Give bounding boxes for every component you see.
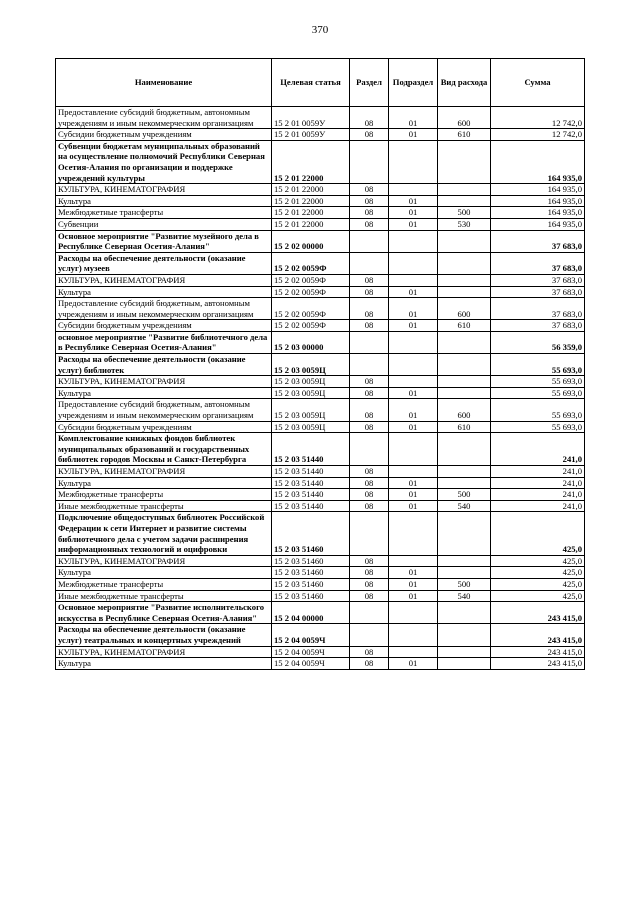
cell-name: Расходы на обеспечение деятельности (оказание услуг) музеев <box>56 252 272 274</box>
cell-section: 08 <box>350 298 389 320</box>
cell-sum: 55 693,0 <box>491 421 585 433</box>
cell-sum: 55 693,0 <box>491 387 585 399</box>
cell-subsection <box>389 184 438 196</box>
cell-sum: 37 683,0 <box>491 286 585 298</box>
table-row <box>56 555 585 567</box>
cell-section: 08 <box>350 500 389 512</box>
cell-target-article: 15 2 03 51440 <box>272 433 350 466</box>
cell-name: Предоставление субсидий бюджетным, автономным учреждениям и иным некоммерческим организациям <box>56 399 272 421</box>
cell-name: Культура <box>56 567 272 579</box>
cell-sum: 55 693,0 <box>491 354 585 376</box>
cell-subsection <box>389 230 438 252</box>
cell-subsection <box>389 624 438 646</box>
cell-target-article: 15 2 04 00000 <box>272 602 350 624</box>
cell-sum: 425,0 <box>491 578 585 590</box>
table-row <box>56 195 585 207</box>
cell-target-article: 15 2 03 51440 <box>272 466 350 478</box>
cell-sum: 425,0 <box>491 555 585 567</box>
cell-target-article: 15 2 03 0059Ц <box>272 399 350 421</box>
cell-expense-type: 540 <box>438 590 491 602</box>
cell-target-article: 15 2 02 0059Ф <box>272 298 350 320</box>
cell-subsection: 01 <box>389 477 438 489</box>
cell-name: Субвенции <box>56 218 272 230</box>
cell-target-article: 15 2 03 51460 <box>272 578 350 590</box>
page-number: 370 <box>311 24 329 36</box>
table-row <box>56 421 585 433</box>
budget-table <box>55 58 585 670</box>
cell-expense-type: 540 <box>438 500 491 512</box>
cell-subsection <box>389 646 438 658</box>
cell-expense-type <box>438 624 491 646</box>
cell-sum: 243 415,0 <box>491 658 585 670</box>
table-row <box>56 658 585 670</box>
cell-sum: 37 683,0 <box>491 298 585 320</box>
table-row <box>56 107 585 129</box>
cell-section <box>350 512 389 555</box>
cell-sum: 37 683,0 <box>491 274 585 286</box>
cell-target-article: 15 2 03 51460 <box>272 567 350 579</box>
cell-name: Межбюджетные трансферты <box>56 489 272 501</box>
cell-sum: 425,0 <box>491 512 585 555</box>
cell-section: 08 <box>350 578 389 590</box>
cell-subsection: 01 <box>389 218 438 230</box>
header-subsection: Подраздел <box>389 59 438 107</box>
cell-section: 08 <box>350 387 389 399</box>
cell-target-article: 15 2 02 0059Ф <box>272 320 350 332</box>
table-row <box>56 376 585 388</box>
cell-subsection: 01 <box>389 207 438 219</box>
cell-target-article: 15 2 03 0059Ц <box>272 354 350 376</box>
cell-expense-type <box>438 477 491 489</box>
table-row <box>56 590 585 602</box>
table-row <box>56 286 585 298</box>
table-row <box>56 466 585 478</box>
table-row <box>56 140 585 183</box>
cell-subsection <box>389 331 438 353</box>
header-sum: Сумма <box>491 59 585 107</box>
cell-subsection <box>389 433 438 466</box>
cell-name: КУЛЬТУРА, КИНЕМАТОГРАФИЯ <box>56 466 272 478</box>
cell-section: 08 <box>350 590 389 602</box>
cell-target-article: 15 2 01 22000 <box>272 195 350 207</box>
cell-name: Субсидии бюджетным учреждениям <box>56 320 272 332</box>
cell-section: 08 <box>350 195 389 207</box>
cell-name: Расходы на обеспечение деятельности (оказание услуг) библиотек <box>56 354 272 376</box>
cell-subsection: 01 <box>389 421 438 433</box>
header-name: Наименование <box>56 59 272 107</box>
cell-sum: 37 683,0 <box>491 230 585 252</box>
cell-target-article: 15 2 02 00000 <box>272 230 350 252</box>
cell-sum: 243 415,0 <box>491 646 585 658</box>
cell-expense-type <box>438 555 491 567</box>
cell-expense-type <box>438 658 491 670</box>
cell-name: Основное мероприятие "Развитие музейного дела в Республике Северная Осетия-Алания" <box>56 230 272 252</box>
cell-subsection: 01 <box>389 387 438 399</box>
table-row <box>56 331 585 353</box>
cell-subsection <box>389 466 438 478</box>
cell-target-article: 15 2 03 0059Ц <box>272 376 350 388</box>
cell-expense-type <box>438 252 491 274</box>
cell-name: Культура <box>56 195 272 207</box>
cell-target-article: 15 2 02 0059Ф <box>272 274 350 286</box>
cell-target-article: 15 2 04 0059Ч <box>272 624 350 646</box>
cell-target-article: 15 2 03 51440 <box>272 489 350 501</box>
cell-expense-type <box>438 230 491 252</box>
cell-expense-type: 610 <box>438 320 491 332</box>
cell-target-article: 15 2 03 51460 <box>272 512 350 555</box>
cell-target-article: 15 2 01 0059У <box>272 107 350 129</box>
cell-section <box>350 331 389 353</box>
table-row <box>56 354 585 376</box>
cell-section: 08 <box>350 646 389 658</box>
cell-section: 08 <box>350 286 389 298</box>
cell-target-article: 15 2 03 00000 <box>272 331 350 353</box>
cell-target-article: 15 2 02 0059Ф <box>272 286 350 298</box>
cell-target-article: 15 2 04 0059Ч <box>272 646 350 658</box>
cell-subsection: 01 <box>389 578 438 590</box>
cell-sum: 425,0 <box>491 567 585 579</box>
cell-sum: 56 359,0 <box>491 331 585 353</box>
table-row <box>56 477 585 489</box>
cell-expense-type <box>438 286 491 298</box>
cell-name: Субвенции бюджетам муниципальных образований на осуществление полномочий Республики Северная Осетия-Алания по организации и поддержке учреждений культуры <box>56 140 272 183</box>
cell-subsection <box>389 602 438 624</box>
cell-expense-type: 610 <box>438 129 491 141</box>
cell-expense-type <box>438 140 491 183</box>
cell-subsection: 01 <box>389 500 438 512</box>
cell-sum: 37 683,0 <box>491 320 585 332</box>
table-row <box>56 230 585 252</box>
cell-sum: 164 935,0 <box>491 140 585 183</box>
cell-expense-type <box>438 354 491 376</box>
cell-name: Иные межбюджетные трансферты <box>56 590 272 602</box>
cell-section: 08 <box>350 567 389 579</box>
cell-target-article: 15 2 03 0059Ц <box>272 421 350 433</box>
cell-section: 08 <box>350 207 389 219</box>
cell-sum: 243 415,0 <box>491 624 585 646</box>
cell-name: Межбюджетные трансферты <box>56 207 272 219</box>
cell-target-article: 15 2 04 0059Ч <box>272 658 350 670</box>
cell-name: КУЛЬТУРА, КИНЕМАТОГРАФИЯ <box>56 376 272 388</box>
cell-subsection: 01 <box>389 107 438 129</box>
table-row <box>56 320 585 332</box>
cell-section: 08 <box>350 421 389 433</box>
cell-sum: 37 683,0 <box>491 252 585 274</box>
cell-section: 08 <box>350 107 389 129</box>
cell-name: Подключение общедоступных библиотек Российской Федерации к сети Интернет и развитие системы библиотечного дела с учетом задачи расширения информационных технологий и оцифровки <box>56 512 272 555</box>
cell-target-article: 15 2 01 22000 <box>272 140 350 183</box>
cell-target-article: 15 2 03 0059Ц <box>272 387 350 399</box>
cell-name: Субсидии бюджетным учреждениям <box>56 421 272 433</box>
header-section: Раздел <box>350 59 389 107</box>
cell-section: 08 <box>350 658 389 670</box>
cell-section: 08 <box>350 376 389 388</box>
cell-expense-type <box>438 274 491 286</box>
cell-subsection <box>389 354 438 376</box>
cell-section: 08 <box>350 274 389 286</box>
cell-section: 08 <box>350 466 389 478</box>
cell-sum: 55 693,0 <box>491 376 585 388</box>
cell-name: Межбюджетные трансферты <box>56 578 272 590</box>
table-row <box>56 500 585 512</box>
cell-subsection: 01 <box>389 320 438 332</box>
cell-expense-type: 610 <box>438 421 491 433</box>
cell-subsection: 01 <box>389 489 438 501</box>
table-row <box>56 387 585 399</box>
table-row <box>56 578 585 590</box>
cell-name: Основное мероприятие "Развитие исполнительского искусства в Республике Северная Осетия-Алания" <box>56 602 272 624</box>
cell-sum: 164 935,0 <box>491 184 585 196</box>
cell-expense-type: 500 <box>438 207 491 219</box>
cell-expense-type <box>438 602 491 624</box>
cell-section: 08 <box>350 399 389 421</box>
cell-name: Предоставление субсидий бюджетным, автономным учреждениям и иным некоммерческим организациям <box>56 298 272 320</box>
cell-name: КУЛЬТУРА, КИНЕМАТОГРАФИЯ <box>56 646 272 658</box>
cell-name: Культура <box>56 658 272 670</box>
cell-expense-type: 500 <box>438 578 491 590</box>
table-row <box>56 252 585 274</box>
cell-subsection <box>389 512 438 555</box>
cell-name: КУЛЬТУРА, КИНЕМАТОГРАФИЯ <box>56 555 272 567</box>
table-row <box>56 624 585 646</box>
table-row <box>56 207 585 219</box>
cell-subsection <box>389 376 438 388</box>
table-row <box>56 129 585 141</box>
cell-subsection: 01 <box>389 286 438 298</box>
cell-name: КУЛЬТУРА, КИНЕМАТОГРАФИЯ <box>56 184 272 196</box>
cell-target-article: 15 2 01 22000 <box>272 218 350 230</box>
cell-name: основное мероприятие "Развитие библиотечного дела в Республике Северная Осетия-Алания" <box>56 331 272 353</box>
cell-section: 08 <box>350 477 389 489</box>
table-row <box>56 512 585 555</box>
cell-section: 08 <box>350 555 389 567</box>
cell-target-article: 15 2 03 51440 <box>272 477 350 489</box>
cell-name: Культура <box>56 477 272 489</box>
table-row <box>56 567 585 579</box>
cell-subsection: 01 <box>389 590 438 602</box>
cell-name: Расходы на обеспечение деятельности (оказание услуг) театральных и концертных учреждений <box>56 624 272 646</box>
cell-expense-type <box>438 433 491 466</box>
cell-section <box>350 602 389 624</box>
table-row <box>56 433 585 466</box>
cell-expense-type <box>438 387 491 399</box>
cell-sum: 243 415,0 <box>491 602 585 624</box>
table-body <box>56 107 585 670</box>
cell-section <box>350 354 389 376</box>
cell-name: Культура <box>56 286 272 298</box>
header-expense-type: Вид расхода <box>438 59 491 107</box>
table-row <box>56 184 585 196</box>
table-row <box>56 646 585 658</box>
cell-section: 08 <box>350 218 389 230</box>
cell-name: КУЛЬТУРА, КИНЕМАТОГРАФИЯ <box>56 274 272 286</box>
cell-section <box>350 140 389 183</box>
cell-section: 08 <box>350 489 389 501</box>
cell-expense-type <box>438 195 491 207</box>
cell-sum: 164 935,0 <box>491 207 585 219</box>
cell-target-article: 15 2 03 51460 <box>272 555 350 567</box>
cell-sum: 425,0 <box>491 590 585 602</box>
cell-expense-type <box>438 376 491 388</box>
cell-target-article: 15 2 01 0059У <box>272 129 350 141</box>
cell-sum: 164 935,0 <box>491 218 585 230</box>
cell-expense-type: 530 <box>438 218 491 230</box>
cell-target-article: 15 2 03 51460 <box>272 590 350 602</box>
cell-sum: 241,0 <box>491 433 585 466</box>
cell-subsection: 01 <box>389 399 438 421</box>
table-row <box>56 274 585 286</box>
table-row <box>56 489 585 501</box>
cell-target-article: 15 2 03 51440 <box>272 500 350 512</box>
cell-target-article: 15 2 02 0059Ф <box>272 252 350 274</box>
cell-name: Субсидии бюджетным учреждениям <box>56 129 272 141</box>
cell-expense-type <box>438 331 491 353</box>
cell-name: Иные межбюджетные трансферты <box>56 500 272 512</box>
header-target-article: Целевая статья <box>272 59 350 107</box>
cell-target-article: 15 2 01 22000 <box>272 184 350 196</box>
cell-section <box>350 230 389 252</box>
cell-expense-type <box>438 466 491 478</box>
cell-name: Культура <box>56 387 272 399</box>
cell-section: 08 <box>350 184 389 196</box>
table-row <box>56 399 585 421</box>
cell-sum: 12 742,0 <box>491 107 585 129</box>
cell-sum: 241,0 <box>491 466 585 478</box>
cell-sum: 241,0 <box>491 477 585 489</box>
cell-expense-type: 600 <box>438 107 491 129</box>
cell-expense-type <box>438 184 491 196</box>
cell-expense-type <box>438 646 491 658</box>
cell-expense-type: 600 <box>438 399 491 421</box>
cell-subsection: 01 <box>389 567 438 579</box>
table-row <box>56 298 585 320</box>
cell-section <box>350 252 389 274</box>
cell-sum: 12 742,0 <box>491 129 585 141</box>
table-row <box>56 218 585 230</box>
cell-subsection <box>389 252 438 274</box>
table-row <box>56 602 585 624</box>
cell-sum: 55 693,0 <box>491 399 585 421</box>
cell-target-article: 15 2 01 22000 <box>272 207 350 219</box>
cell-subsection <box>389 140 438 183</box>
cell-sum: 164 935,0 <box>491 195 585 207</box>
cell-expense-type: 500 <box>438 489 491 501</box>
table-header-row <box>56 59 585 107</box>
cell-section: 08 <box>350 129 389 141</box>
cell-sum: 241,0 <box>491 489 585 501</box>
cell-expense-type <box>438 512 491 555</box>
cell-subsection <box>389 555 438 567</box>
cell-subsection: 01 <box>389 195 438 207</box>
cell-expense-type: 600 <box>438 298 491 320</box>
cell-name: Комплектование книжных фондов библиотек муниципальных образований и государственных библиотек городов Москвы и Санкт-Петербурга <box>56 433 272 466</box>
cell-subsection <box>389 274 438 286</box>
cell-name: Предоставление субсидий бюджетным, автономным учреждениям и иным некоммерческим организациям <box>56 107 272 129</box>
cell-subsection: 01 <box>389 658 438 670</box>
cell-sum: 241,0 <box>491 500 585 512</box>
cell-subsection: 01 <box>389 129 438 141</box>
cell-subsection: 01 <box>389 298 438 320</box>
cell-section <box>350 624 389 646</box>
cell-expense-type <box>438 567 491 579</box>
cell-section <box>350 433 389 466</box>
cell-section: 08 <box>350 320 389 332</box>
